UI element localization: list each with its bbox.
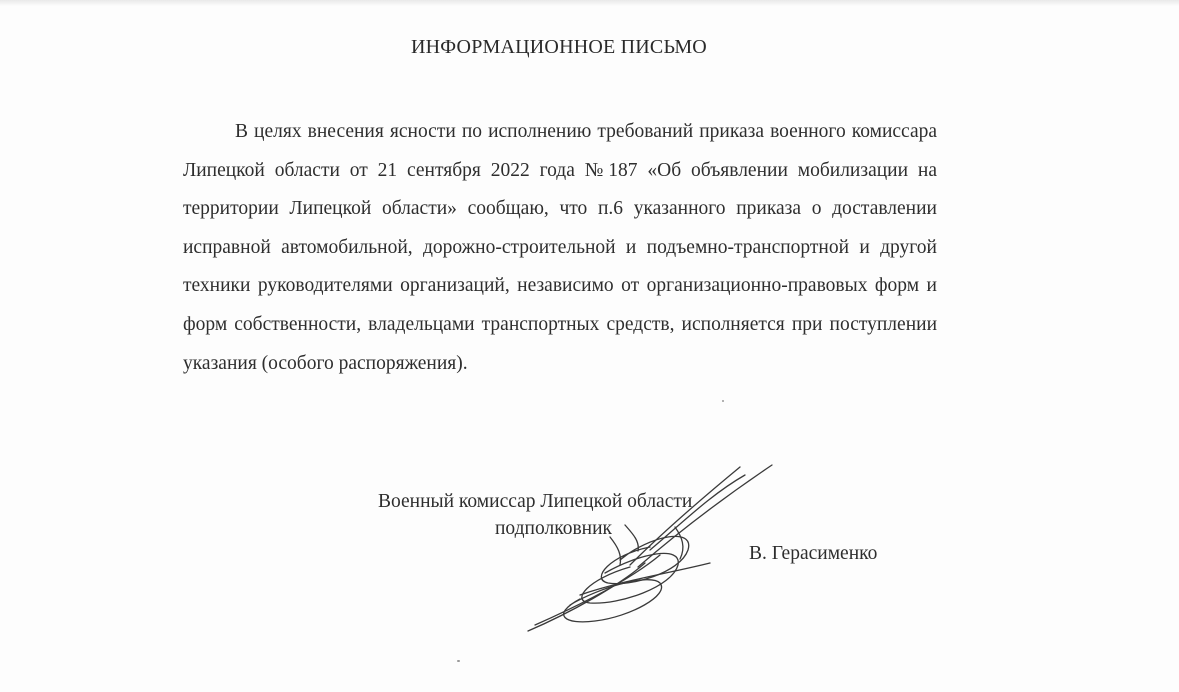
scan-speck bbox=[457, 660, 460, 662]
handwritten-signature bbox=[510, 455, 790, 635]
signer-rank: подполковник bbox=[495, 518, 612, 539]
letter-body: В целях внесения ясности по исполнению требований приказа военного комиссара Липецкой области от 21 сентября 2022 года №187 «Об объявлении мобилизации на территории Липецкой области» сообщаю, что п.6 указанного приказа о доставлении исправной автомобильной, дорожно-строительной и подъемно-транспортной и другой техники руководителями организаций, независимо от организационно-правовых форм и форм собственности, владельцами транспортных средств, исполняется при поступлении указания (особого распоряжения). bbox=[183, 121, 937, 374]
scan-edge bbox=[0, 0, 1179, 6]
signer-position: Военный комиссар Липецкой области bbox=[378, 491, 693, 512]
scan-speck bbox=[722, 400, 724, 402]
letter-title: ИНФОРМАЦИОННОЕ ПИСЬМО bbox=[411, 36, 707, 58]
signer-name: В. Герасименко bbox=[749, 543, 878, 564]
